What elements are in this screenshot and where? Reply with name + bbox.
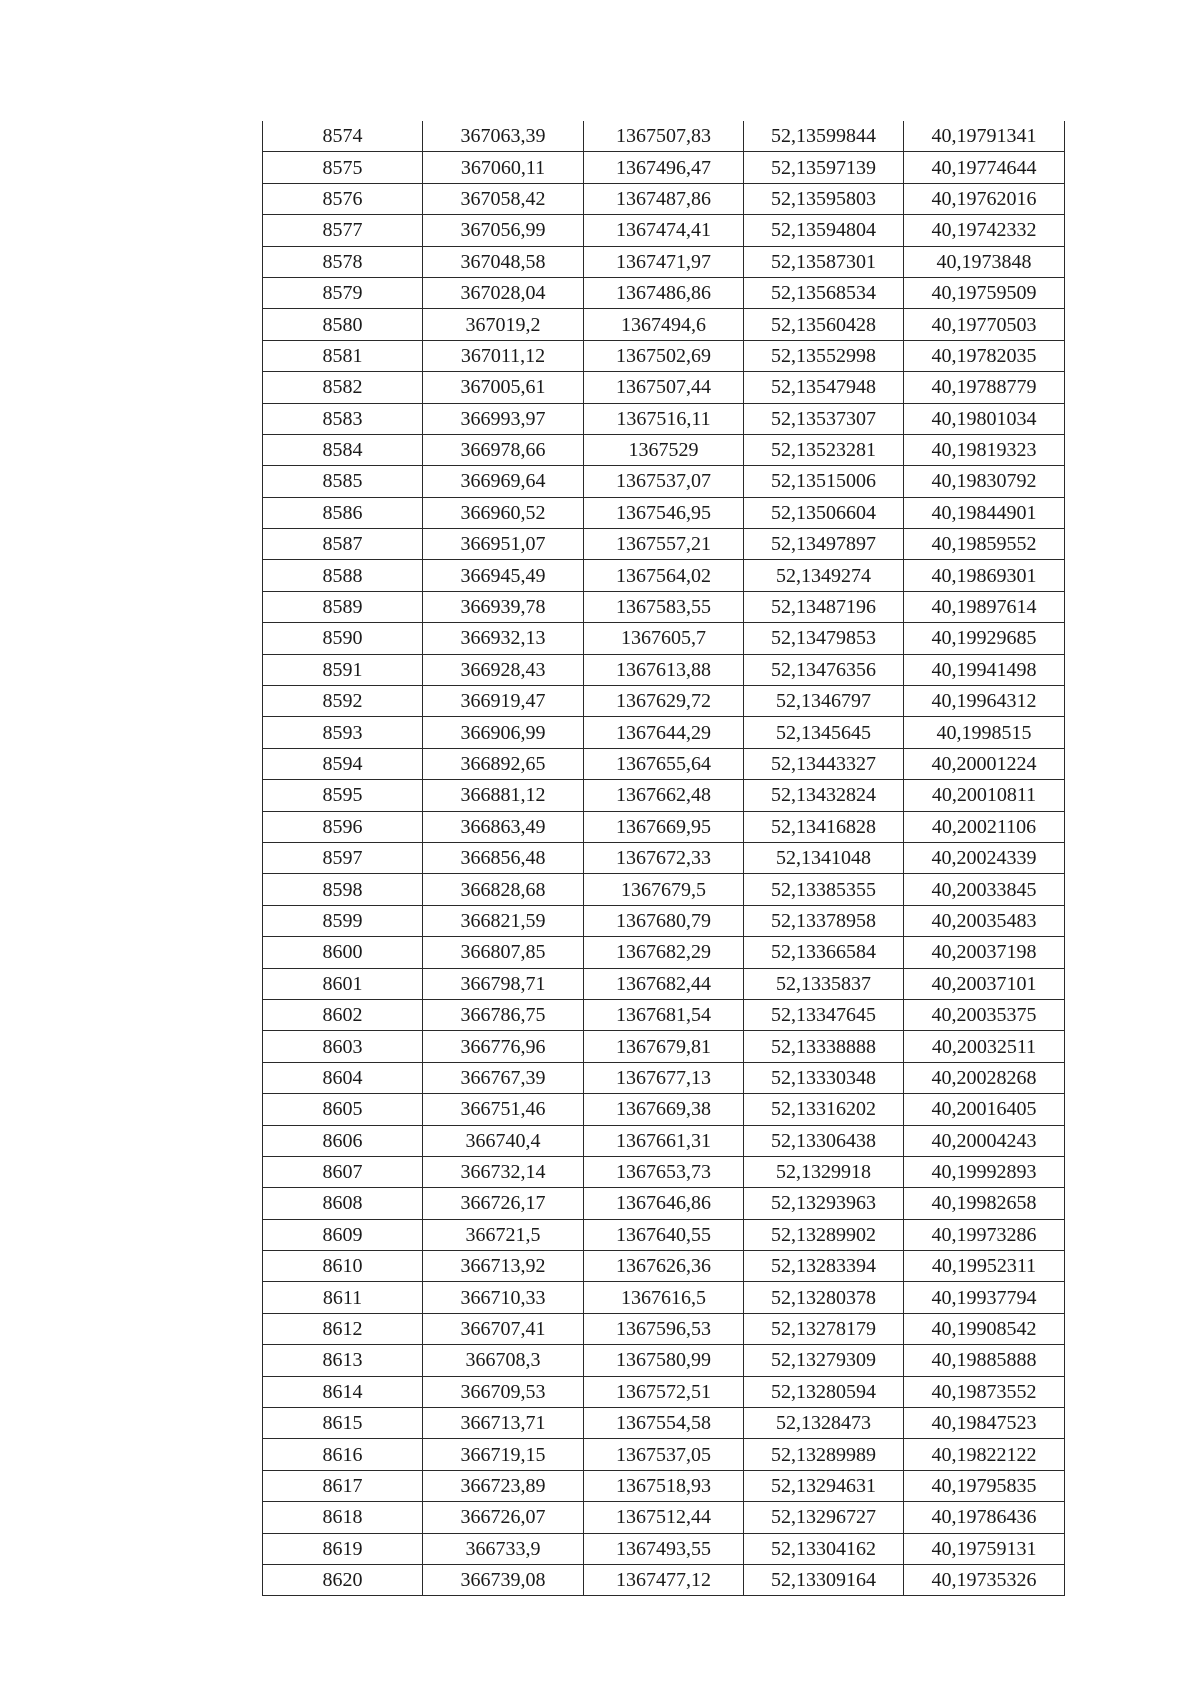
point-number-cell: 8613 <box>263 1345 423 1376</box>
longitude-cell: 40,20021106 <box>904 811 1065 842</box>
y-coordinate-cell: 1367487,86 <box>584 183 744 214</box>
x-coordinate-cell: 366740,4 <box>423 1125 584 1156</box>
point-number-cell: 8583 <box>263 403 423 434</box>
point-number-cell: 8575 <box>263 152 423 183</box>
table-row <box>263 340 1065 371</box>
latitude-cell: 52,13568534 <box>744 277 904 308</box>
point-number-cell: 8596 <box>263 811 423 842</box>
longitude-cell: 40,20001224 <box>904 748 1065 779</box>
x-coordinate-cell: 366713,92 <box>423 1251 584 1282</box>
latitude-cell: 52,13595803 <box>744 183 904 214</box>
point-number-cell: 8576 <box>263 183 423 214</box>
longitude-cell: 40,19847523 <box>904 1408 1065 1439</box>
latitude-cell: 52,13338888 <box>744 1031 904 1062</box>
point-number-cell: 8594 <box>263 748 423 779</box>
x-coordinate-cell: 366945,49 <box>423 560 584 591</box>
longitude-cell: 40,19869301 <box>904 560 1065 591</box>
x-coordinate-cell: 366807,85 <box>423 937 584 968</box>
table-row <box>263 874 1065 905</box>
y-coordinate-cell: 1367554,58 <box>584 1408 744 1439</box>
longitude-cell: 40,19735326 <box>904 1564 1065 1595</box>
point-number-cell: 8588 <box>263 560 423 591</box>
x-coordinate-cell: 367005,61 <box>423 372 584 403</box>
x-coordinate-cell: 366732,14 <box>423 1156 584 1187</box>
x-coordinate-cell: 366786,75 <box>423 999 584 1030</box>
table-row <box>263 1219 1065 1250</box>
latitude-cell: 52,13283394 <box>744 1251 904 1282</box>
longitude-cell: 40,19742332 <box>904 215 1065 246</box>
longitude-cell: 40,19992893 <box>904 1156 1065 1187</box>
table-row <box>263 277 1065 308</box>
y-coordinate-cell: 1367596,53 <box>584 1313 744 1344</box>
y-coordinate-cell: 1367580,99 <box>584 1345 744 1376</box>
table-row <box>263 1062 1065 1093</box>
latitude-cell: 52,13278179 <box>744 1313 904 1344</box>
longitude-cell: 40,19908542 <box>904 1313 1065 1344</box>
latitude-cell: 52,13560428 <box>744 309 904 340</box>
y-coordinate-cell: 1367486,86 <box>584 277 744 308</box>
y-coordinate-cell: 1367680,79 <box>584 905 744 936</box>
latitude-cell: 52,13304162 <box>744 1533 904 1564</box>
y-coordinate-cell: 1367572,51 <box>584 1376 744 1407</box>
table-row <box>263 842 1065 873</box>
point-number-cell: 8602 <box>263 999 423 1030</box>
y-coordinate-cell: 1367557,21 <box>584 529 744 560</box>
latitude-cell: 52,13347645 <box>744 999 904 1030</box>
latitude-cell: 52,13479853 <box>744 623 904 654</box>
x-coordinate-cell: 366960,52 <box>423 497 584 528</box>
coordinates-table-body <box>263 121 1065 1596</box>
latitude-cell: 52,13296727 <box>744 1502 904 1533</box>
point-number-cell: 8577 <box>263 215 423 246</box>
latitude-cell: 52,13279309 <box>744 1345 904 1376</box>
y-coordinate-cell: 1367474,41 <box>584 215 744 246</box>
latitude-cell: 52,13497897 <box>744 529 904 560</box>
x-coordinate-cell: 367011,12 <box>423 340 584 371</box>
latitude-cell: 52,1328473 <box>744 1408 904 1439</box>
latitude-cell: 52,13443327 <box>744 748 904 779</box>
x-coordinate-cell: 366978,66 <box>423 434 584 465</box>
x-coordinate-cell: 366863,49 <box>423 811 584 842</box>
table-row <box>263 654 1065 685</box>
y-coordinate-cell: 1367669,38 <box>584 1094 744 1125</box>
point-number-cell: 8610 <box>263 1251 423 1282</box>
y-coordinate-cell: 1367496,47 <box>584 152 744 183</box>
y-coordinate-cell: 1367672,33 <box>584 842 744 873</box>
longitude-cell: 40,19844901 <box>904 497 1065 528</box>
latitude-cell: 52,13306438 <box>744 1125 904 1156</box>
table-row <box>263 748 1065 779</box>
table-row <box>263 1125 1065 1156</box>
point-number-cell: 8614 <box>263 1376 423 1407</box>
x-coordinate-cell: 366767,39 <box>423 1062 584 1093</box>
table-row <box>263 1156 1065 1187</box>
y-coordinate-cell: 1367644,29 <box>584 717 744 748</box>
point-number-cell: 8608 <box>263 1188 423 1219</box>
point-number-cell: 8584 <box>263 434 423 465</box>
longitude-cell: 40,19822122 <box>904 1439 1065 1470</box>
point-number-cell: 8579 <box>263 277 423 308</box>
latitude-cell: 52,13289989 <box>744 1439 904 1470</box>
y-coordinate-cell: 1367537,05 <box>584 1439 744 1470</box>
x-coordinate-cell: 366719,15 <box>423 1439 584 1470</box>
latitude-cell: 52,13293963 <box>744 1188 904 1219</box>
longitude-cell: 40,19873552 <box>904 1376 1065 1407</box>
y-coordinate-cell: 1367471,97 <box>584 246 744 277</box>
point-number-cell: 8605 <box>263 1094 423 1125</box>
x-coordinate-cell: 366932,13 <box>423 623 584 654</box>
latitude-cell: 52,13537307 <box>744 403 904 434</box>
longitude-cell: 40,19762016 <box>904 183 1065 214</box>
table-row <box>263 1282 1065 1313</box>
table-row <box>263 183 1065 214</box>
table-row <box>263 434 1065 465</box>
table-row <box>263 529 1065 560</box>
point-number-cell: 8574 <box>263 121 423 152</box>
x-coordinate-cell: 367056,99 <box>423 215 584 246</box>
table-row <box>263 466 1065 497</box>
y-coordinate-cell: 1367677,13 <box>584 1062 744 1093</box>
x-coordinate-cell: 367028,04 <box>423 277 584 308</box>
y-coordinate-cell: 1367564,02 <box>584 560 744 591</box>
y-coordinate-cell: 1367640,55 <box>584 1219 744 1250</box>
latitude-cell: 52,13378958 <box>744 905 904 936</box>
longitude-cell: 40,20037198 <box>904 937 1065 968</box>
y-coordinate-cell: 1367679,5 <box>584 874 744 905</box>
y-coordinate-cell: 1367516,11 <box>584 403 744 434</box>
table-row <box>263 1345 1065 1376</box>
x-coordinate-cell: 367058,42 <box>423 183 584 214</box>
table-row <box>263 1439 1065 1470</box>
longitude-cell: 40,19830792 <box>904 466 1065 497</box>
table-row <box>263 1376 1065 1407</box>
longitude-cell: 40,19801034 <box>904 403 1065 434</box>
longitude-cell: 40,20004243 <box>904 1125 1065 1156</box>
x-coordinate-cell: 366828,68 <box>423 874 584 905</box>
table-row <box>263 1094 1065 1125</box>
longitude-cell: 40,20032511 <box>904 1031 1065 1062</box>
longitude-cell: 40,19786436 <box>904 1502 1065 1533</box>
x-coordinate-cell: 366726,17 <box>423 1188 584 1219</box>
table-row <box>263 497 1065 528</box>
longitude-cell: 40,20028268 <box>904 1062 1065 1093</box>
longitude-cell: 40,1973848 <box>904 246 1065 277</box>
longitude-cell: 40,19770503 <box>904 309 1065 340</box>
point-number-cell: 8617 <box>263 1470 423 1501</box>
x-coordinate-cell: 366928,43 <box>423 654 584 685</box>
x-coordinate-cell: 366733,9 <box>423 1533 584 1564</box>
longitude-cell: 40,1998515 <box>904 717 1065 748</box>
table-row <box>263 717 1065 748</box>
table-row <box>263 1470 1065 1501</box>
longitude-cell: 40,19885888 <box>904 1345 1065 1376</box>
point-number-cell: 8598 <box>263 874 423 905</box>
latitude-cell: 52,13547948 <box>744 372 904 403</box>
longitude-cell: 40,19859552 <box>904 529 1065 560</box>
point-number-cell: 8612 <box>263 1313 423 1344</box>
point-number-cell: 8592 <box>263 686 423 717</box>
y-coordinate-cell: 1367682,44 <box>584 968 744 999</box>
longitude-cell: 40,19964312 <box>904 686 1065 717</box>
latitude-cell: 52,13416828 <box>744 811 904 842</box>
latitude-cell: 52,13385355 <box>744 874 904 905</box>
y-coordinate-cell: 1367679,81 <box>584 1031 744 1062</box>
x-coordinate-cell: 366739,08 <box>423 1564 584 1595</box>
latitude-cell: 52,13309164 <box>744 1564 904 1595</box>
longitude-cell: 40,20016405 <box>904 1094 1065 1125</box>
latitude-cell: 52,1329918 <box>744 1156 904 1187</box>
x-coordinate-cell: 366710,33 <box>423 1282 584 1313</box>
x-coordinate-cell: 367060,11 <box>423 152 584 183</box>
y-coordinate-cell: 1367681,54 <box>584 999 744 1030</box>
longitude-cell: 40,20035483 <box>904 905 1065 936</box>
point-number-cell: 8600 <box>263 937 423 968</box>
point-number-cell: 8591 <box>263 654 423 685</box>
x-coordinate-cell: 366726,07 <box>423 1502 584 1533</box>
point-number-cell: 8582 <box>263 372 423 403</box>
y-coordinate-cell: 1367477,12 <box>584 1564 744 1595</box>
y-coordinate-cell: 1367616,5 <box>584 1282 744 1313</box>
longitude-cell: 40,19973286 <box>904 1219 1065 1250</box>
x-coordinate-cell: 366713,71 <box>423 1408 584 1439</box>
x-coordinate-cell: 366708,3 <box>423 1345 584 1376</box>
y-coordinate-cell: 1367546,95 <box>584 497 744 528</box>
table-row <box>263 1533 1065 1564</box>
longitude-cell: 40,19937794 <box>904 1282 1065 1313</box>
x-coordinate-cell: 366723,89 <box>423 1470 584 1501</box>
point-number-cell: 8589 <box>263 591 423 622</box>
latitude-cell: 52,1349274 <box>744 560 904 591</box>
point-number-cell: 8618 <box>263 1502 423 1533</box>
longitude-cell: 40,20035375 <box>904 999 1065 1030</box>
x-coordinate-cell: 366892,65 <box>423 748 584 779</box>
longitude-cell: 40,19774644 <box>904 152 1065 183</box>
point-number-cell: 8615 <box>263 1408 423 1439</box>
table-row <box>263 372 1065 403</box>
latitude-cell: 52,13366584 <box>744 937 904 968</box>
x-coordinate-cell: 366856,48 <box>423 842 584 873</box>
latitude-cell: 52,13506604 <box>744 497 904 528</box>
y-coordinate-cell: 1367507,44 <box>584 372 744 403</box>
table-row <box>263 121 1065 152</box>
longitude-cell: 40,19788779 <box>904 372 1065 403</box>
y-coordinate-cell: 1367494,6 <box>584 309 744 340</box>
longitude-cell: 40,19795835 <box>904 1470 1065 1501</box>
latitude-cell: 52,1341048 <box>744 842 904 873</box>
latitude-cell: 52,1335837 <box>744 968 904 999</box>
point-number-cell: 8607 <box>263 1156 423 1187</box>
point-number-cell: 8593 <box>263 717 423 748</box>
point-number-cell: 8616 <box>263 1439 423 1470</box>
x-coordinate-cell: 366939,78 <box>423 591 584 622</box>
y-coordinate-cell: 1367529 <box>584 434 744 465</box>
longitude-cell: 40,19929685 <box>904 623 1065 654</box>
x-coordinate-cell: 366821,59 <box>423 905 584 936</box>
table-row <box>263 152 1065 183</box>
latitude-cell: 52,13587301 <box>744 246 904 277</box>
y-coordinate-cell: 1367502,69 <box>584 340 744 371</box>
point-number-cell: 8599 <box>263 905 423 936</box>
longitude-cell: 40,19982658 <box>904 1188 1065 1219</box>
y-coordinate-cell: 1367583,55 <box>584 591 744 622</box>
longitude-cell: 40,20010811 <box>904 780 1065 811</box>
x-coordinate-cell: 366721,5 <box>423 1219 584 1250</box>
point-number-cell: 8578 <box>263 246 423 277</box>
table-row <box>263 1313 1065 1344</box>
latitude-cell: 52,13289902 <box>744 1219 904 1250</box>
latitude-cell: 52,13552998 <box>744 340 904 371</box>
y-coordinate-cell: 1367626,36 <box>584 1251 744 1282</box>
table-row <box>263 403 1065 434</box>
y-coordinate-cell: 1367661,31 <box>584 1125 744 1156</box>
table-row <box>263 560 1065 591</box>
longitude-cell: 40,19759131 <box>904 1533 1065 1564</box>
y-coordinate-cell: 1367493,55 <box>584 1533 744 1564</box>
point-number-cell: 8581 <box>263 340 423 371</box>
point-number-cell: 8586 <box>263 497 423 528</box>
longitude-cell: 40,19782035 <box>904 340 1065 371</box>
table-row <box>263 623 1065 654</box>
table-row <box>263 246 1065 277</box>
latitude-cell: 52,13594804 <box>744 215 904 246</box>
point-number-cell: 8595 <box>263 780 423 811</box>
point-number-cell: 8601 <box>263 968 423 999</box>
x-coordinate-cell: 366919,47 <box>423 686 584 717</box>
y-coordinate-cell: 1367655,64 <box>584 748 744 779</box>
point-number-cell: 8585 <box>263 466 423 497</box>
latitude-cell: 52,13476356 <box>744 654 904 685</box>
table-row <box>263 968 1065 999</box>
table-row <box>263 1188 1065 1219</box>
table-row <box>263 591 1065 622</box>
table-row <box>263 811 1065 842</box>
point-number-cell: 8580 <box>263 309 423 340</box>
x-coordinate-cell: 366993,97 <box>423 403 584 434</box>
point-number-cell: 8603 <box>263 1031 423 1062</box>
x-coordinate-cell: 367063,39 <box>423 121 584 152</box>
longitude-cell: 40,19791341 <box>904 121 1065 152</box>
y-coordinate-cell: 1367682,29 <box>584 937 744 968</box>
table-row <box>263 215 1065 246</box>
point-number-cell: 8604 <box>263 1062 423 1093</box>
latitude-cell: 52,13597139 <box>744 152 904 183</box>
latitude-cell: 52,13330348 <box>744 1062 904 1093</box>
y-coordinate-cell: 1367537,07 <box>584 466 744 497</box>
x-coordinate-cell: 366798,71 <box>423 968 584 999</box>
point-number-cell: 8609 <box>263 1219 423 1250</box>
point-number-cell: 8619 <box>263 1533 423 1564</box>
x-coordinate-cell: 366776,96 <box>423 1031 584 1062</box>
table-row <box>263 780 1065 811</box>
y-coordinate-cell: 1367653,73 <box>584 1156 744 1187</box>
table-row <box>263 1564 1065 1595</box>
latitude-cell: 52,13599844 <box>744 121 904 152</box>
longitude-cell: 40,19759509 <box>904 277 1065 308</box>
longitude-cell: 40,20033845 <box>904 874 1065 905</box>
x-coordinate-cell: 366906,99 <box>423 717 584 748</box>
y-coordinate-cell: 1367518,93 <box>584 1470 744 1501</box>
y-coordinate-cell: 1367629,72 <box>584 686 744 717</box>
table-row <box>263 905 1065 936</box>
latitude-cell: 52,1346797 <box>744 686 904 717</box>
longitude-cell: 40,19819323 <box>904 434 1065 465</box>
x-coordinate-cell: 366969,64 <box>423 466 584 497</box>
table-row <box>263 1031 1065 1062</box>
point-number-cell: 8620 <box>263 1564 423 1595</box>
x-coordinate-cell: 367019,2 <box>423 309 584 340</box>
longitude-cell: 40,19897614 <box>904 591 1065 622</box>
latitude-cell: 52,13487196 <box>744 591 904 622</box>
table-row <box>263 309 1065 340</box>
y-coordinate-cell: 1367646,86 <box>584 1188 744 1219</box>
table-row <box>263 1408 1065 1439</box>
point-number-cell: 8606 <box>263 1125 423 1156</box>
table-row <box>263 999 1065 1030</box>
y-coordinate-cell: 1367662,48 <box>584 780 744 811</box>
latitude-cell: 52,13316202 <box>744 1094 904 1125</box>
coordinates-table <box>262 121 1065 1596</box>
longitude-cell: 40,19952311 <box>904 1251 1065 1282</box>
latitude-cell: 52,13294631 <box>744 1470 904 1501</box>
x-coordinate-cell: 366709,53 <box>423 1376 584 1407</box>
longitude-cell: 40,20024339 <box>904 842 1065 873</box>
latitude-cell: 52,1345645 <box>744 717 904 748</box>
table-row <box>263 1502 1065 1533</box>
y-coordinate-cell: 1367613,88 <box>584 654 744 685</box>
table-row <box>263 1251 1065 1282</box>
table-row <box>263 686 1065 717</box>
x-coordinate-cell: 366751,46 <box>423 1094 584 1125</box>
latitude-cell: 52,13515006 <box>744 466 904 497</box>
y-coordinate-cell: 1367605,7 <box>584 623 744 654</box>
y-coordinate-cell: 1367512,44 <box>584 1502 744 1533</box>
longitude-cell: 40,19941498 <box>904 654 1065 685</box>
point-number-cell: 8590 <box>263 623 423 654</box>
y-coordinate-cell: 1367669,95 <box>584 811 744 842</box>
latitude-cell: 52,13280594 <box>744 1376 904 1407</box>
point-number-cell: 8611 <box>263 1282 423 1313</box>
point-number-cell: 8597 <box>263 842 423 873</box>
y-coordinate-cell: 1367507,83 <box>584 121 744 152</box>
x-coordinate-cell: 366707,41 <box>423 1313 584 1344</box>
latitude-cell: 52,13432824 <box>744 780 904 811</box>
table-row <box>263 937 1065 968</box>
x-coordinate-cell: 366881,12 <box>423 780 584 811</box>
longitude-cell: 40,20037101 <box>904 968 1065 999</box>
latitude-cell: 52,13280378 <box>744 1282 904 1313</box>
latitude-cell: 52,13523281 <box>744 434 904 465</box>
x-coordinate-cell: 366951,07 <box>423 529 584 560</box>
point-number-cell: 8587 <box>263 529 423 560</box>
x-coordinate-cell: 367048,58 <box>423 246 584 277</box>
